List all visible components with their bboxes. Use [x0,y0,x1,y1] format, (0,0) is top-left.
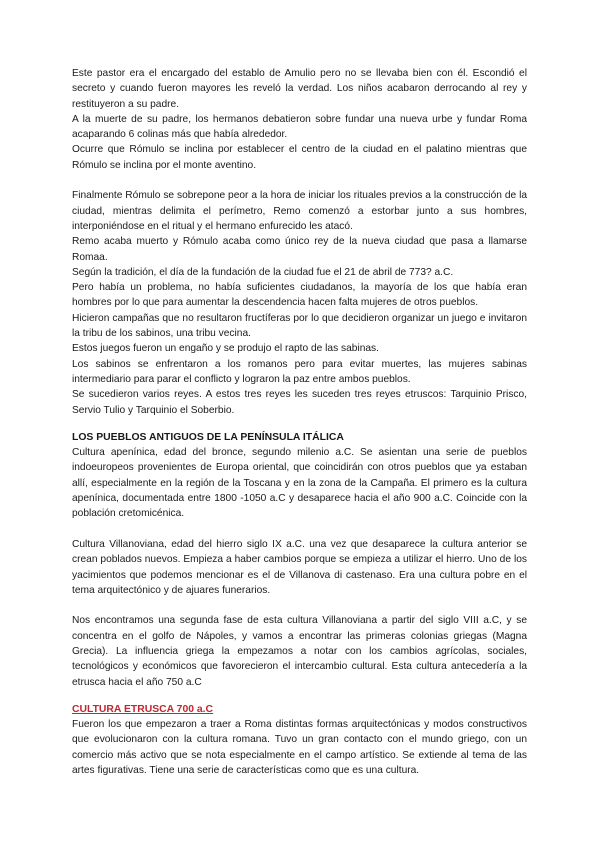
paragraph-muerte-padre: A la muerte de su padre, los hermanos debatieron sobre fundar una nueva urbe y fundar Roma acaparando 6 colinas más que había alrededor. [72,113,527,141]
paragraph-cultura-villanoviana: Cultura Villanoviana, edad del hierro siglo IX a.C. una vez que desaparece la cultura anterior se crean poblados nuevos. Empieza a haber cambios porque se empieza a utilizar el hierro. Uno de los yacimientos que podemos mencionar es el de Villanova di castenaso. Era una cultura pobre en el tema arquitectónico y de ajuares funerarios. [72,538,527,596]
paragraph-fundacion: Según la tradición, el día de la fundación de la ciudad fue el 21 de abril de 773? a.C. [72,266,454,278]
spacer [72,522,527,537]
spacer [72,598,527,613]
paragraph-segunda-fase: Nos encontramos una segunda fase de esta cultura Villanoviana a partir del siglo VIII a.C, y se concentra en el golfo de Nápoles, y vamos a encontrar las primeras colonias griegas (Magna Grecia). La influencia griega la empezamos a notar con los cambios agrícolas, sociales, tecnológicos y económicos que favorecieron el intercambio cultural. Esta cultura antecedería a la etrusca hacia el año 750 a.C [72,615,527,688]
paragraph-reyes: Se sucedieron varios reyes. A estos tres reyes les suceden tres reyes etruscos: Tarquinio Prisco, Servio Tulio y Tarquinio el Soberbio. [72,389,527,416]
paragraph-campanas: Hicieron campañas que no resultaron fructíferas por lo que decidieron organizar un juego e invitaron la tribu de los sabinos, una tribu vecina. [72,312,527,340]
paragraph-rapto: Estos juegos fueron un engaño y se produjo el rapto de las sabinas. [72,343,379,355]
paragraph-pastor: Este pastor era el encargado del establo de Amulio pero no se llevaba bien con él. Escondió el secreto y cuando fueron mayores les reveló la verdad. Los niños acabaron derrocando al rey y restituyeron a su padre. [72,68,527,110]
section-heading-pueblos-antiguos: LOS PUEBLOS ANTIGUOS DE LA PENÍNSULA ITÁLICA [72,431,344,443]
paragraph-etruscos: Fueron los que empezaron a traer a Roma distintas formas arquitectónicas y modos constructivos que evolucionaron con la cultura romana. Tuvo un gran contacto con el mundo griego, con un comercio más activo que se nota especialmente en el campo artístico. Se extiende al tema de las artes figurativas. Tiene una serie de características como que es una cultura. [72,719,527,777]
paragraph-palatino: Ocurre que Rómulo se inclina por establecer el centro de la ciudad en el palatino mientras que Rómulo se inclina por el monte aventino. [72,144,527,171]
spacer [72,418,527,430]
paragraph-rituales: Finalmente Rómulo se sobrepone peor a la hora de iniciar los rituales previos a la construcción de la ciudad, mientras delimita el perímetro, Remo comenzó a estorbar junto a sus hombres, interponiéndose en el ritual y el hermano enfurecido les atacó. [72,190,527,232]
paragraph-remo-muerto: Remo acaba muerto y Rómulo acaba como único rey de la nueva ciudad que pasa a llamarse Romaa. [72,236,527,263]
paragraph-ciudadanos: Pero había un problema, no había suficientes ciudadanos, la mayoría de los que había eran hombres por lo que para aumentar la descendencia hacen falta mujeres de otros pueblos. [72,282,527,309]
document-page [72,66,527,778]
spacer [72,173,527,188]
section-heading-cultura-etrusca: CULTURA ETRUSCA 700 a.C [72,703,214,715]
paragraph-sabinos: Los sabinos se enfrentaron a los romanos pero para evitar muertes, las mujeres sabinas intermediario para parar el conflicto y lograron la paz entre ambos pueblos. [72,358,527,385]
spacer [72,690,527,702]
paragraph-cultura-apeninica: Cultura apenínica, edad del bronce, segundo milenio a.C. Se asientan una serie de pueblos indoeuropeos provenientes de Europa oriental, que coincidirán con otros pueblos que ya estaban allí, especialmente en la región de la Toscana y en la zona de la Campaña. El primero es la cultura apenínica, documentada entre 1800 -1050 a.C y desaparece hacia el año 900 a.C. Coincide con la población cretomicénica. [72,447,527,520]
